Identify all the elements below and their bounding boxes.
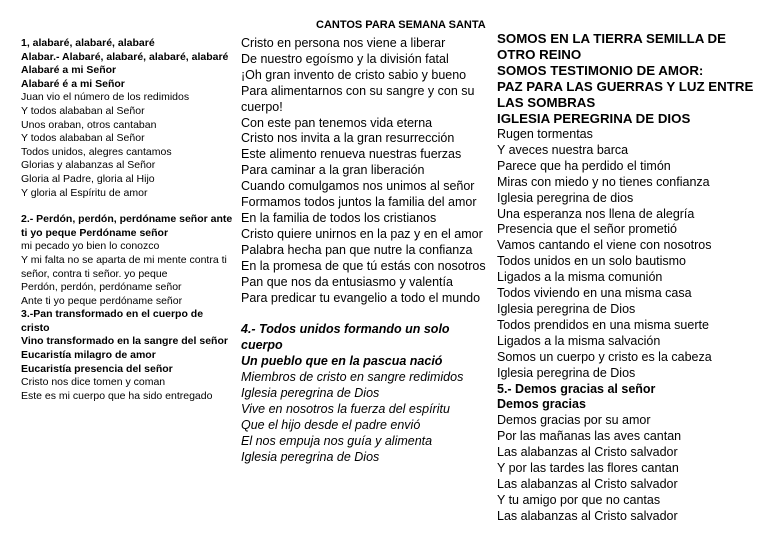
song-heading-line: Eucaristía milagro de amor [21, 349, 156, 362]
lyric-line: Y todos alababan al Señor [21, 104, 145, 117]
lyric-line: Y tu amigo por que no cantas [497, 492, 661, 507]
lyric-line: Las alabanzas al Cristo salvador [497, 445, 678, 460]
lyric-line: Todos unidos en un solo bautismo [497, 254, 687, 269]
lyric-line: Iglesia peregrina de Dios [497, 301, 636, 316]
song-heading-line: IGLESIA PEREGRINA DE DIOS [497, 111, 691, 126]
column-2 [241, 36, 491, 466]
page-title: CANTOS PARA SEMANA SANTA [316, 19, 486, 31]
lyric-line: Palabra hecha pan que nutre la confianza [241, 242, 473, 257]
lyric-line: Glorias y alabanzas al Señor [21, 159, 156, 172]
lyric-line: Cristo nos invita a la gran resurrección [241, 131, 455, 146]
lyric-line: Gloria al Padre, gloria al Hijo [21, 172, 155, 185]
lyric-line: Iglesia peregrina de Dios [497, 365, 636, 380]
lyric-line: Cuando comulgamos nos unimos al señor [241, 179, 475, 194]
lyric-line: Por las mañanas las aves cantan [497, 429, 682, 444]
lyric-line: Juan vio el número de los redimidos [21, 91, 190, 104]
song-heading-line: Eucaristía presencia del señor [21, 362, 173, 375]
lyric-line: Unos oraban, otros cantaban [21, 118, 157, 131]
lyric-line: Que el hijo desde el padre envió [241, 417, 421, 432]
column-3 [497, 31, 759, 525]
lyric-line: Para caminar a la gran liberación [241, 163, 425, 178]
lyric-line: Iglesia peregrina de dios [497, 190, 634, 205]
lyric-line: Las alabanzas al Cristo salvador [497, 508, 678, 523]
song-heading-line: Demos gracias [497, 397, 586, 412]
lyric-line: mi pecado yo bien lo conozco [21, 240, 160, 253]
lyric-line: Somos un cuerpo y cristo es la cabeza [497, 349, 712, 364]
lyric-line: Este es mi cuerpo que ha sido entregado [21, 389, 213, 402]
lyric-line: Iglesia peregrina de Dios [241, 386, 380, 401]
lyric-line: Y mi falta no se aparta de mi mente contra ti señor, contra ti señor. yo peque [21, 253, 227, 280]
stanza-gap [21, 200, 233, 213]
lyric-line: Formamos todos juntos la familia del amor [241, 195, 477, 210]
lyric-line: Para alimentarnos con su sangre y con su cuerpo! [241, 83, 475, 114]
lyric-line: Cristo nos dice tomen y coman [21, 376, 166, 389]
lyric-line: Perdón, perdón, perdóname señor [21, 281, 182, 294]
lyric-line: Pan que nos da entusiasmo y valentía [241, 274, 453, 289]
song-heading-line: 1, alabaré, alabaré, alabaré [21, 37, 155, 49]
lyric-line: Iglesia peregrina de Dios [241, 449, 380, 464]
song-heading-line: Vino transformado en la sangre del señor [21, 335, 228, 348]
lyric-line: Las alabanzas al Cristo salvador [497, 476, 678, 491]
lyric-line: Cristo en persona nos viene a liberar [241, 36, 446, 50]
lyric-line: Y todos alababan al Señor [21, 132, 145, 145]
lyric-line: En la promesa de que tú estás con nosotros [241, 258, 486, 273]
song-heading-line: 4.- Todos unidos formando un solo cuerpo [241, 322, 450, 353]
lyric-line: ¡Oh gran invento de cristo sabio y bueno [241, 67, 467, 82]
lyric-line: Ante ti yo peque perdóname señor [21, 294, 183, 307]
lyric-line: Y aveces nuestra barca [497, 142, 629, 157]
lyric-line: Este alimento renueva nuestras fuerzas [241, 147, 462, 162]
lyric-line: De nuestro egoísmo y la división fatal [241, 51, 449, 66]
lyric-line: Miembros de cristo en sangre redimidos [241, 370, 464, 385]
song-heading-line: SOMOS TESTIMONIO DE AMOR: [497, 63, 704, 78]
song-heading-line: 5.- Demos gracias al señor [497, 381, 656, 396]
lyric-line: Todos unidos, alegres cantamos [21, 145, 172, 158]
lyric-line: Rugen tormentas [497, 127, 593, 141]
column-1 [21, 37, 233, 403]
song-heading-line: 3.-Pan transformado en el cuerpo de cristo [21, 308, 204, 334]
song-heading-line: PAZ PARA LAS GUERRAS Y LUZ ENTRE LAS SOMBRAS [497, 79, 754, 110]
lyric-line: Y por las tardes las flores cantan [497, 461, 679, 476]
song-heading-line: Alabaré a mi Señor [21, 64, 117, 77]
lyric-line: El nos empuja nos guía y alimenta [241, 433, 433, 448]
lyric-line: Ligados a la misma comunión [497, 270, 663, 285]
lyric-line: En la familia de todos los cristianos [241, 210, 437, 225]
lyric-line: Y gloria al Espíritu de amor [21, 186, 148, 199]
lyric-line: Vamos cantando el viene con nosotros [497, 238, 712, 253]
lyric-line: Con este pan tenemos vida eterna [241, 115, 433, 130]
lyric-line: Cristo quiere unirnos en la paz y en el amor [241, 226, 483, 241]
lyric-line: Demos gracias por su amor [497, 413, 651, 428]
stanza-gap [241, 306, 491, 322]
lyric-line: Todos viviendo en una misma casa [497, 286, 692, 301]
lyric-line: Una esperanza nos llena de alegría [497, 206, 695, 221]
song-heading-line: 2.- Perdón, perdón, perdóname señor ante ti yo peque Perdóname señor [21, 213, 233, 239]
lyric-line: Presencia que el señor prometió [497, 222, 677, 237]
lyric-line: Miras con miedo y no tienes confianza [497, 174, 710, 189]
song-heading-line: SOMOS EN LA TIERRA SEMILLA DE OTRO REINO [497, 31, 727, 62]
lyric-line: Parece que ha perdido el timón [497, 158, 671, 173]
song-heading-line: Un pueblo que en la pascua nació [241, 354, 443, 369]
lyric-line: Todos prendidos en una misma suerte [497, 317, 709, 332]
lyric-line: Para predicar tu evangelio a todo el mundo [241, 290, 481, 305]
song-heading-line: Alabaré é a mi Señor [21, 77, 125, 90]
lyric-line: Ligados a la misma salvación [497, 333, 661, 348]
lyric-line: Vive en nosotros la fuerza del espíritu [241, 401, 450, 416]
song-heading-line: Alabar.- Alabaré, alabaré, alabaré, alabaré [21, 50, 229, 63]
